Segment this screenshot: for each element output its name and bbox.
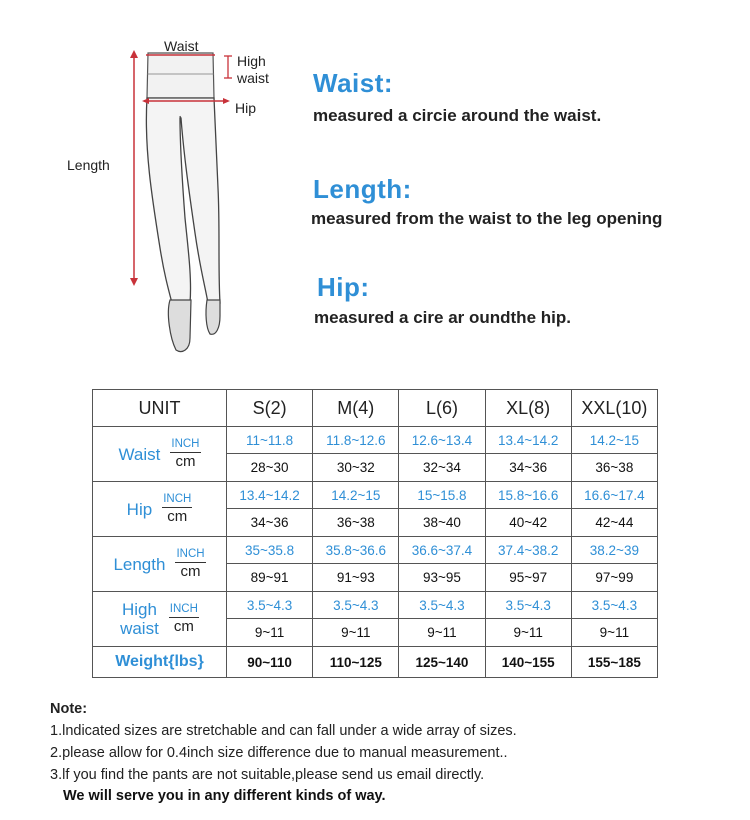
measure-cell-waist: [93, 427, 227, 482]
cm-label: cm: [167, 508, 188, 525]
length-heading: Length:: [313, 174, 412, 204]
note-item: 1.lndicated sizes are stretchable and can fall under a wide array of sizes.: [50, 723, 517, 739]
table-cell: 91~93: [313, 564, 399, 592]
table-cell: 97~99: [571, 564, 657, 592]
table-cell: 38~40: [399, 509, 485, 537]
table-cell: 14.2~15: [571, 427, 657, 454]
table-cell: 34~36: [227, 509, 313, 537]
cm-label: cm: [175, 453, 196, 470]
table-cell: 93~95: [399, 564, 485, 592]
size-header: XXL(10): [571, 390, 657, 427]
inch-label: INCH: [175, 548, 205, 563]
measure-cell-hip: [93, 482, 227, 537]
table-cell: 110~125: [313, 647, 399, 678]
table-cell: 95~97: [485, 564, 571, 592]
cm-label: cm: [173, 618, 194, 635]
table-cell: 16.6~17.4: [571, 482, 657, 509]
measure-cell-high-waist: [93, 592, 227, 647]
diagram-high-waist-line2: waist: [237, 70, 269, 86]
table-cell: 36.6~37.4: [399, 537, 485, 564]
table-cell: 13.4~14.2: [485, 427, 571, 454]
cm-label: cm: [180, 563, 201, 580]
table-cell: 9~11: [399, 619, 485, 647]
table-cell: 140~155: [485, 647, 571, 678]
table-cell: 90~110: [227, 647, 313, 678]
waist-heading: Waist:: [313, 68, 394, 98]
table-cell: 3.5~4.3: [399, 592, 485, 619]
size-header: M(4): [313, 390, 399, 427]
table-cell: 15~15.8: [399, 482, 485, 509]
unit-fraction: [169, 603, 199, 635]
measure-name: Length: [113, 554, 166, 574]
unit-fraction: [170, 438, 200, 470]
table-cell: 89~91: [227, 564, 313, 592]
diagram-length-label: Length: [67, 157, 110, 173]
waist-description: measured a circie around the waist.: [313, 106, 602, 125]
table-cell: 11~11.8: [227, 427, 313, 454]
unit-fraction: [175, 548, 205, 580]
note-item: 2.please allow for 0.4inch size difference due to manual measurement..: [50, 745, 508, 761]
measure-name: [120, 600, 159, 638]
table-cell: 125~140: [399, 647, 485, 678]
table-row: [93, 482, 658, 509]
table-cell: 30~32: [313, 454, 399, 482]
measure-name: Hip: [126, 499, 153, 519]
table-cell: 35~35.8: [227, 537, 313, 564]
table-cell: 38.2~39: [571, 537, 657, 564]
diagram-high-waist-label: [237, 53, 269, 87]
table-cell: 155~185: [571, 647, 657, 678]
table-cell: 13.4~14.2: [227, 482, 313, 509]
measure-name: Waist: [118, 444, 161, 464]
length-description: measured from the waist to the leg opening: [311, 209, 663, 228]
table-cell: 11.8~12.6: [313, 427, 399, 454]
table-cell: 9~11: [571, 619, 657, 647]
closing-statement: We will serve you in any different kinds of way.: [63, 788, 386, 804]
notes-section: [50, 698, 517, 786]
table-cell: 37.4~38.2: [485, 537, 571, 564]
measure-name-line1: High: [121, 600, 157, 619]
table-cell: 3.5~4.3: [485, 592, 571, 619]
table-header-row: [93, 390, 658, 427]
weight-label: Weight{lbs}: [93, 647, 227, 678]
table-cell: 3.5~4.3: [313, 592, 399, 619]
table-cell: 9~11: [313, 619, 399, 647]
table-cell: 35.8~36.6: [313, 537, 399, 564]
table-cell: 3.5~4.3: [227, 592, 313, 619]
table-cell: 36~38: [571, 454, 657, 482]
table-cell: 42~44: [571, 509, 657, 537]
table-cell: 15.8~16.6: [485, 482, 571, 509]
measure-cell-length: [93, 537, 227, 592]
hip-description: measured a cire ar oundthe hip.: [314, 308, 571, 327]
hip-heading: Hip:: [317, 272, 370, 302]
table-cell: 36~38: [313, 509, 399, 537]
diagram-hip-label: Hip: [235, 100, 257, 116]
table-row: [93, 427, 658, 454]
table-cell: 3.5~4.3: [571, 592, 657, 619]
diagram-waist-label: Waist: [164, 38, 199, 54]
inch-label: INCH: [169, 603, 199, 618]
table-cell: 9~11: [227, 619, 313, 647]
inch-label: INCH: [170, 438, 200, 453]
size-chart-table: [92, 389, 658, 678]
table-cell: 32~34: [399, 454, 485, 482]
table-row: [93, 592, 658, 619]
size-header: L(6): [399, 390, 485, 427]
table-row-weight: [93, 647, 658, 678]
measure-name-line2: waist: [120, 619, 159, 638]
size-header: XL(8): [485, 390, 571, 427]
table-cell: 40~42: [485, 509, 571, 537]
table-cell: 12.6~13.4: [399, 427, 485, 454]
notes-title: Note:: [50, 701, 88, 717]
size-header: S(2): [227, 390, 313, 427]
unit-header: UNIT: [93, 390, 227, 427]
table-cell: 34~36: [485, 454, 571, 482]
table-row: [93, 537, 658, 564]
table-cell: 9~11: [485, 619, 571, 647]
table-cell: 28~30: [227, 454, 313, 482]
note-item: 3.lf you find the pants are not suitable,please send us email directly.: [50, 767, 485, 783]
inch-label: INCH: [162, 493, 192, 508]
unit-fraction: [162, 493, 192, 525]
diagram-high-waist-line1: High: [237, 53, 266, 69]
table-cell: 14.2~15: [313, 482, 399, 509]
